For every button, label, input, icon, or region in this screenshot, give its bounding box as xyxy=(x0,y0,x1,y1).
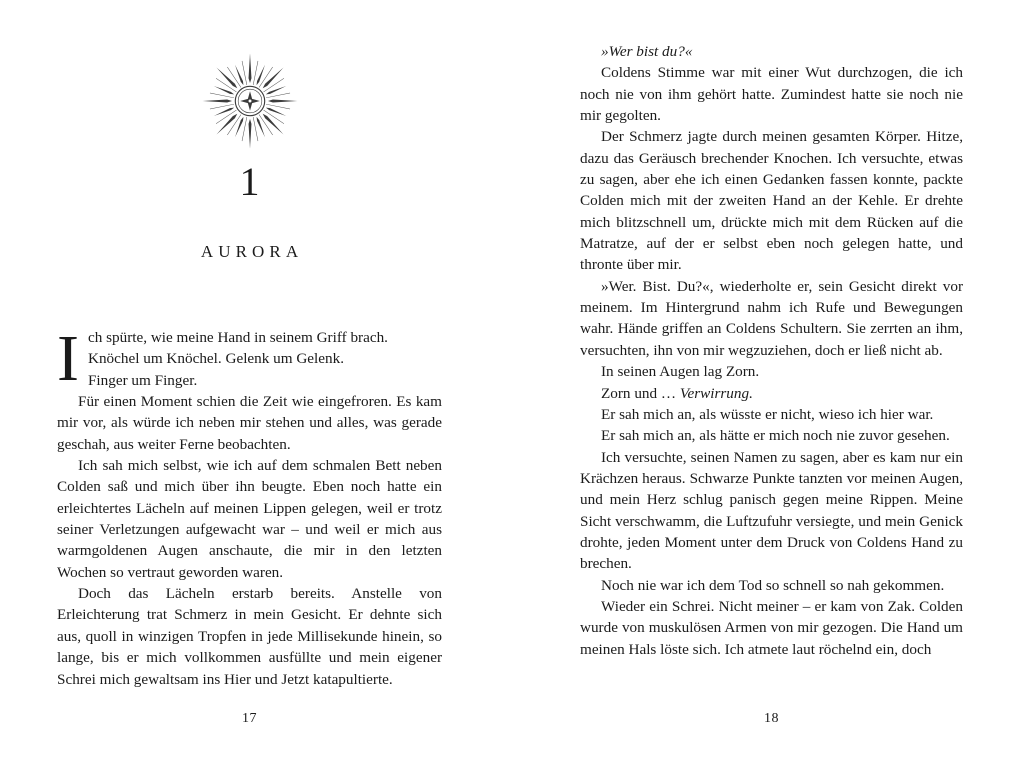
paragraph: Wieder ein Schrei. Nicht meiner – er kam von Zak. Colden wurde von muskulösen Armen von mir gezogen. Die Hand um meinen Hals löste sich. Ich atmete laut röchelnd ein, doch xyxy=(580,597,963,658)
paragraph: »Wer bist du?« xyxy=(601,43,693,60)
paragraph: Zorn und … Verwirrung. xyxy=(601,384,753,402)
paragraph: Er sah mich an, als hätte er mich noch nie zuvor gesehen. xyxy=(601,427,950,445)
chapter-number: 1 xyxy=(239,159,260,204)
right-page-text xyxy=(580,41,963,660)
page-number-right: 18 xyxy=(764,711,779,726)
drop-cap: I xyxy=(57,322,79,395)
paragraph: In seinen Augen lag Zorn. xyxy=(601,363,760,381)
paragraph: Noch nie war ich dem Tod so schnell so nah gekommen. xyxy=(601,576,945,594)
paragraph: Ich versuchte, seinen Namen zu sagen, aber es kam nur ein Krächzen heraus. Schwarze Punkte tanzten vor meinen Augen, und mein Herz schlug panisch gegen meine Rippen. Meine Sicht verschwamm, die Luftzufuhr versiegte, und mein Genick drohte, jeden Moment unter dem Druck von Coldens Hand zu brechen. xyxy=(580,448,963,573)
page-number-left: 17 xyxy=(242,711,257,726)
paragraph: »Wer. Bist. Du?«, wiederholte er, sein Gesicht direkt vor meinem. Im Hintergrund nahm ich Rufe und Bewegungen wahr. Hände griffen an Coldens Schultern. Sie zerrten an ihm, versuchten, ihn von mir wegzuziehen, doch er ließ nicht ab. xyxy=(580,277,963,359)
chapter-ornament xyxy=(57,52,442,155)
paragraph: Coldens Stimme war mit einer Wut durchzogen, die ich noch nie von ihm gehört hatte. Zumindest hatte sie noch nie mir gegolten. xyxy=(580,64,963,125)
page-right xyxy=(510,0,1020,783)
paragraph: Ich sah mich selbst, wie ich auf dem schmalen Bett neben Colden saß und mich über ihn beugte. Eben noch hatte ein erleichtertes Lächeln auf meinen Lippen gelegen, weil er trotz seiner Verletzungen aufgewacht war – und weil er mich aus warmgoldenen Augen anschaute, die mir in den letzten Wochen so vertraut geworden waren. xyxy=(57,457,442,581)
sun-star-ornament-icon xyxy=(201,52,299,150)
paragraph: Der Schmerz jagte durch meinen gesamten Körper. Hitze, dazu das Geräusch brechender Knochen. Ich versuchte, etwas zu sagen, aber ehe ich einen Gedanken fassen konnte, packte Colden mich mit der zweiten Hand an der Kehle. Er drehte mich blitzschnell um, drückte mich mit dem Rücken auf die Matratze, auf der er selbst eben noch gelegen hatte, und thronte über mir. xyxy=(580,128,963,274)
paragraph: Für einen Moment schien die Zeit wie eingefroren. Es kam mir vor, als würde ich neben mir stehen und alles, was gerade geschah, aus weiter Ferne beobachten. xyxy=(57,393,442,453)
paragraph: Er sah mich an, als wüsste er nicht, wieso ich hier war. xyxy=(601,405,934,423)
chapter-title: AURORA xyxy=(200,242,304,261)
left-page-text xyxy=(57,322,442,690)
paragraph: Doch das Lächeln erstarb bereits. Anstelle von Erleichterung trat Schmerz in mein Gesicht. Er dehnte sich aus, quoll in winzigen Tropfen in jede Millisekunde hinein, so lange, bis er mich vollkommen ausfüllte und mein eigener Schrei mich gewaltsam ins Hier und Jetzt katapultierte. xyxy=(57,585,442,688)
paragraph: Ich spürte, wie meine Hand in seinem Griff brach. Knöchel um Knöchel. Gelenk um Gelenk. Finger um Finger. xyxy=(57,322,388,395)
